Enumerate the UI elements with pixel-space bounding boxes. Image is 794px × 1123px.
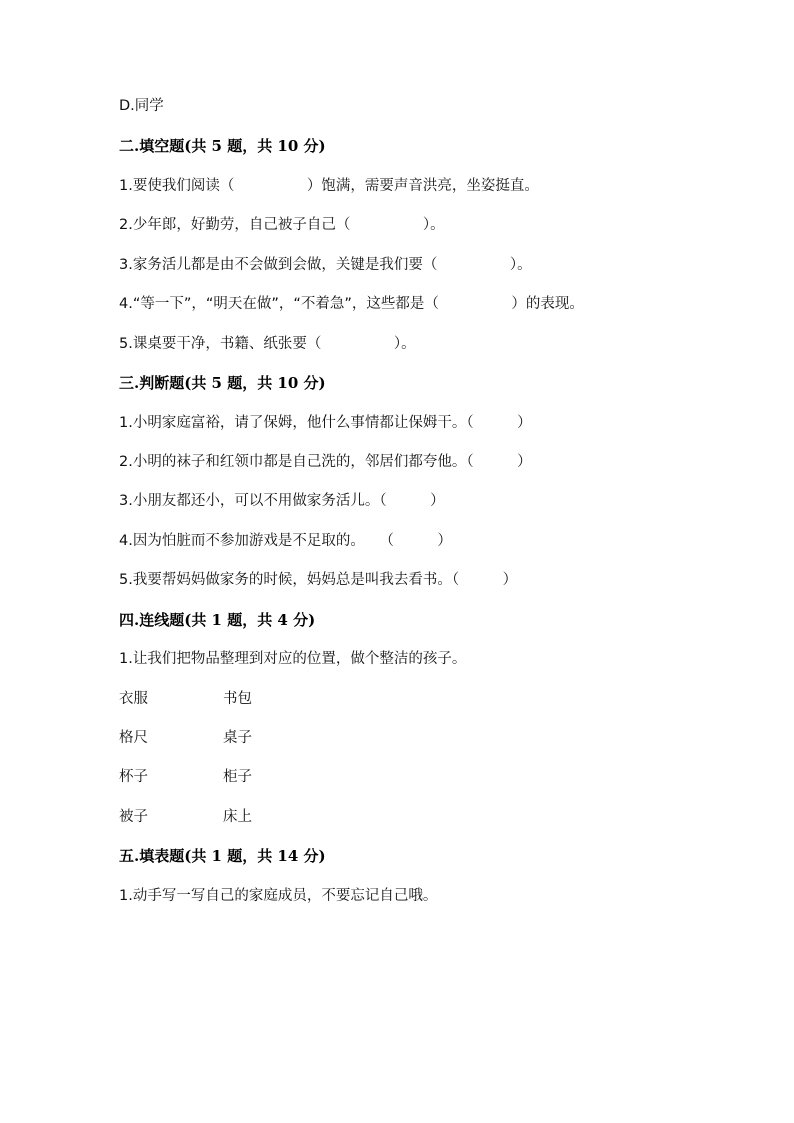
fill-table-question: 1.动手写一写自己的家庭成员，不要忘记自己哦。: [119, 888, 438, 904]
matching-question: 1.让我们把物品整理到对应的位置，做个整洁的孩子。: [119, 651, 467, 667]
true-false-question-4: 4.因为怕脏而不参加游戏是不足取的。 （ ）: [119, 533, 452, 549]
fill-blank-question-2: 2.少年郎，好勤劳，自己被子自己（ ）。: [119, 217, 445, 233]
fill-blank-question-4: 4.“等一下”，“明天在做”，“不着急”，这些都是（ ）的表现。: [119, 296, 584, 312]
true-false-question-2: 2.小明的袜子和红领巾都是自己洗的，邻居们都夸他。（ ）: [119, 454, 532, 470]
fill-blank-question-3: 3.家务活儿都是由不会做到会做，关键是我们要（ ）。: [119, 257, 532, 273]
matching-left-item: 格尺: [119, 730, 148, 746]
matching-right-item: 柜子: [223, 769, 252, 785]
matching-right-item: 桌子: [223, 730, 252, 746]
section-heading-fill-blank: 二.填空题(共 5 题，共 10 分): [119, 137, 326, 155]
true-false-question-3: 3.小朋友都还小，可以不用做家务活儿。（ ）: [119, 493, 445, 509]
option-d: D.同学: [119, 98, 164, 114]
fill-blank-question-1: 1.要使我们阅读（ ）饱满，需要声音洪亮，坐姿挺直。: [119, 178, 539, 194]
fill-blank-question-5: 5.课桌要干净，书籍、纸张要（ ）。: [119, 336, 416, 352]
true-false-question-5: 5.我要帮妈妈做家务的时候，妈妈总是叫我去看书。（ ）: [119, 572, 518, 588]
matching-left-item: 杯子: [119, 769, 148, 785]
matching-left-item: 衣服: [119, 691, 148, 707]
matching-right-item: 书包: [223, 691, 252, 707]
section-heading-fill-table: 五.填表题(共 1 题，共 14 分): [119, 847, 326, 865]
section-heading-matching: 四.连线题(共 1 题，共 4 分): [119, 611, 316, 629]
matching-left-item: 被子: [119, 809, 148, 825]
section-heading-true-false: 三.判断题(共 5 题，共 10 分): [119, 374, 326, 392]
true-false-question-1: 1.小明家庭富裕，请了保姆，他什么事情都让保姆干。（ ）: [119, 415, 532, 431]
matching-right-item: 床上: [223, 809, 252, 825]
